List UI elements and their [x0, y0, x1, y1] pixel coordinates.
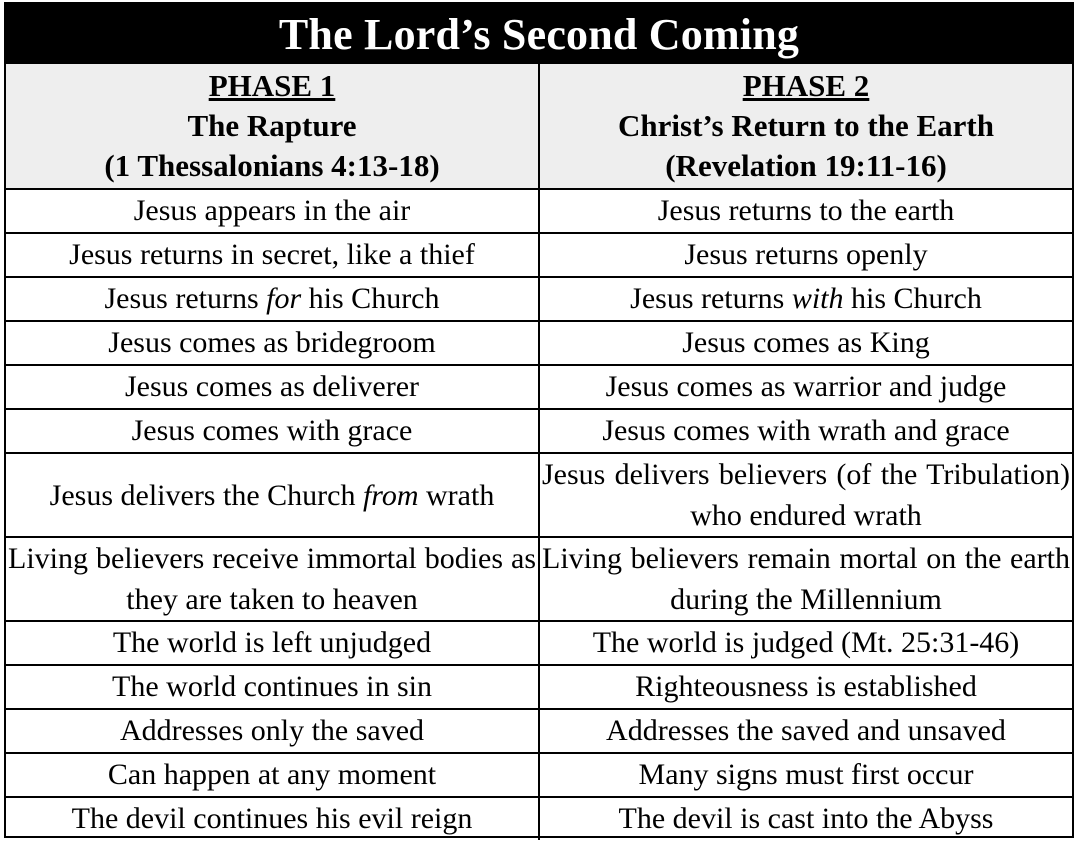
chart-title: The Lord’s Second Coming — [6, 4, 1072, 64]
emphasis-text: with — [791, 282, 844, 315]
table-row — [6, 277, 1072, 321]
phase-2-cell: Righteousness is established — [539, 665, 1072, 709]
phase-1-header — [6, 64, 539, 189]
cell-text: his Church — [843, 282, 982, 315]
phase-1-cell: Jesus returns in secret, like a thief — [6, 233, 539, 277]
cell-text: Jesus delivers the Church — [49, 478, 363, 512]
comparison-table — [6, 64, 1072, 840]
phase-2-cell: Jesus returns to the earth — [539, 189, 1072, 233]
phase-1-reference: (1 Thessalonians 4:13-18) — [104, 148, 440, 183]
phase-1-cell: Jesus appears in the air — [6, 189, 539, 233]
phase-1-cell: The world is left unjudged — [6, 621, 539, 665]
phase-1-cell: Can happen at any moment — [6, 753, 539, 797]
phase-2-cell: Jesus delivers believers (of the Tribulation) who endured wrath — [539, 453, 1072, 537]
phase-1-cell: Jesus comes as deliverer — [6, 365, 539, 409]
phase-1-cell: Addresses only the saved — [6, 709, 539, 753]
phase-1-label: PHASE 1 — [208, 68, 336, 103]
phase-1-cell: The devil continues his evil reign — [6, 797, 539, 840]
phase-2-cell: Jesus comes as warrior and judge — [539, 365, 1072, 409]
phase-2-cell: The world is judged (Mt. 25:31-46) — [539, 621, 1072, 665]
cell-text: Jesus returns — [630, 282, 792, 315]
phase-2-cell: Living believers remain mortal on the earth during the Millennium — [539, 537, 1072, 621]
table-row — [6, 321, 1072, 365]
table-row — [6, 753, 1072, 797]
table-row — [6, 365, 1072, 409]
phase-1-cell: Jesus comes as bridegroom — [6, 321, 539, 365]
table-row — [6, 797, 1072, 840]
phase-2-cell: Many signs must first occur — [539, 753, 1072, 797]
cell-text: his Church — [301, 282, 440, 315]
table-row — [6, 537, 1072, 621]
phase-1-cell: Jesus comes with grace — [6, 409, 539, 453]
emphasis-text: from — [362, 478, 419, 512]
phase-2-header — [539, 64, 1072, 189]
emphasis-text: for — [266, 282, 302, 315]
cell-text: wrath — [418, 478, 495, 512]
table-row — [6, 233, 1072, 277]
phase-2-name: Christ’s Return to the Earth — [618, 108, 994, 143]
table-row — [6, 189, 1072, 233]
table-row — [6, 453, 1072, 537]
phase-2-reference: (Revelation 19:11-16) — [665, 148, 947, 183]
table-row — [6, 409, 1072, 453]
phase-1-name: The Rapture — [187, 108, 357, 143]
phase-1-cell — [6, 453, 539, 537]
phase-2-cell: The devil is cast into the Abyss — [618, 802, 994, 835]
phase-1-cell — [6, 277, 539, 321]
table-row — [6, 665, 1072, 709]
header-row — [6, 64, 1072, 189]
cell-text: Jesus returns — [104, 282, 267, 315]
phase-2-cell: Jesus comes as King — [539, 321, 1072, 365]
phase-2-cell: Jesus returns openly — [539, 233, 1072, 277]
phase-2-cell: Addresses the saved and unsaved — [539, 709, 1072, 753]
phase-2-cell: Jesus comes with wrath and grace — [539, 409, 1072, 453]
table-row — [6, 709, 1072, 753]
phase-2-label: PHASE 2 — [742, 68, 870, 103]
comparison-chart — [4, 2, 1074, 838]
phase-1-cell: The world continues in sin — [6, 665, 539, 709]
table-row — [6, 621, 1072, 665]
phase-1-cell: Living believers receive immortal bodies as they are taken to heaven — [6, 537, 539, 621]
phase-2-cell — [539, 277, 1072, 321]
